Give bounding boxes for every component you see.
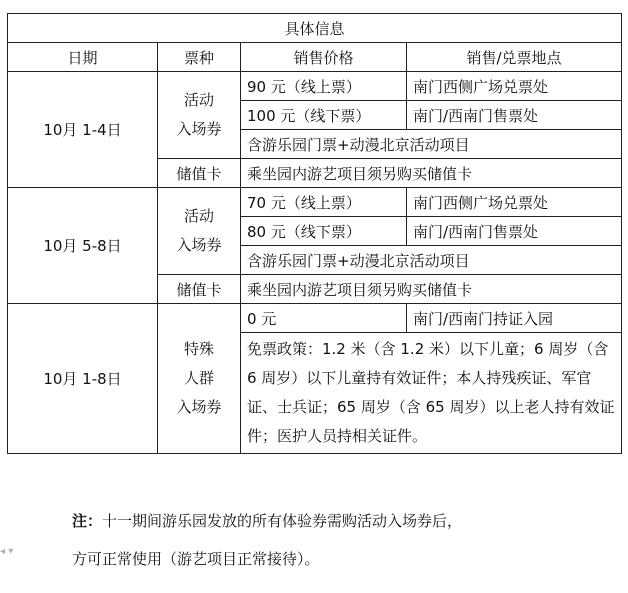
ticket-type-cell [158,304,241,454]
ticket-type-line: 活动 [183,207,214,225]
paragraph-anchor-icon: ◂ ▾ [0,546,14,557]
date-cell: 10月 1-4日 [8,72,158,188]
price-cell: 80 元（线下票） [241,217,407,246]
location-cell: 南门西侧广场兑票处 [407,188,622,217]
location-cell: 南门/西南门售票处 [407,217,622,246]
table-title: 具体信息 [8,14,622,43]
price-cell: 70 元（线上票） [241,188,407,217]
location-cell: 南门/西南门持证入园 [407,304,622,333]
date-cell: 10月 1-8日 [8,304,158,454]
footnote [72,506,462,574]
price-cell: 100 元（线下票） [241,101,407,130]
footnote-line-2: 方可正常使用（游艺项目正常接待）。 [72,550,320,568]
ticket-type-line: 入场券 [176,236,222,254]
ticket-type-line: 人群 [183,369,214,387]
card-label-cell: 储值卡 [158,275,241,304]
ticket-type-cell [158,188,241,275]
free-ticket-policy: 免票政策：1.2 米（含 1.2 米）以下儿童；6 周岁（含 6 周岁）以下儿童持有效证件；本人持残疾证、军官证、士兵证；65 周岁（含 65 周岁）以上老人持有效证件；医护人员持相关证件。 [241,333,622,454]
header-date: 日期 [8,43,158,72]
ticket-type-line: 入场券 [176,398,222,416]
header-price: 销售价格 [241,43,407,72]
includes-cell: 含游乐园门票+动漫北京活动项目 [241,130,622,159]
ticket-type-line: 入场券 [176,120,222,138]
includes-cell: 含游乐园门票+动漫北京活动项目 [241,246,622,275]
ticket-type-line: 特殊 [183,340,214,358]
date-cell: 10月 5-8日 [8,188,158,304]
price-cell: 90 元（线上票） [241,72,407,101]
header-ticket-type: 票种 [158,43,241,72]
card-text-cell: 乘坐园内游艺项目须另购买储值卡 [241,275,622,304]
location-cell: 南门/西南门售票处 [407,101,622,130]
card-text-cell: 乘坐园内游艺项目须另购买储值卡 [241,159,622,188]
ticket-type-line: 活动 [183,91,214,109]
header-location: 销售/兑票地点 [407,43,622,72]
footnote-line-1: 十一期间游乐园发放的所有体验券需购活动入场券后， [102,512,463,530]
ticket-info-table [7,13,622,454]
ticket-type-cell [158,72,241,159]
price-cell: 0 元 [241,304,407,333]
footnote-label: 注： [72,512,103,530]
location-cell: 南门西侧广场兑票处 [407,72,622,101]
card-label-cell: 储值卡 [158,159,241,188]
